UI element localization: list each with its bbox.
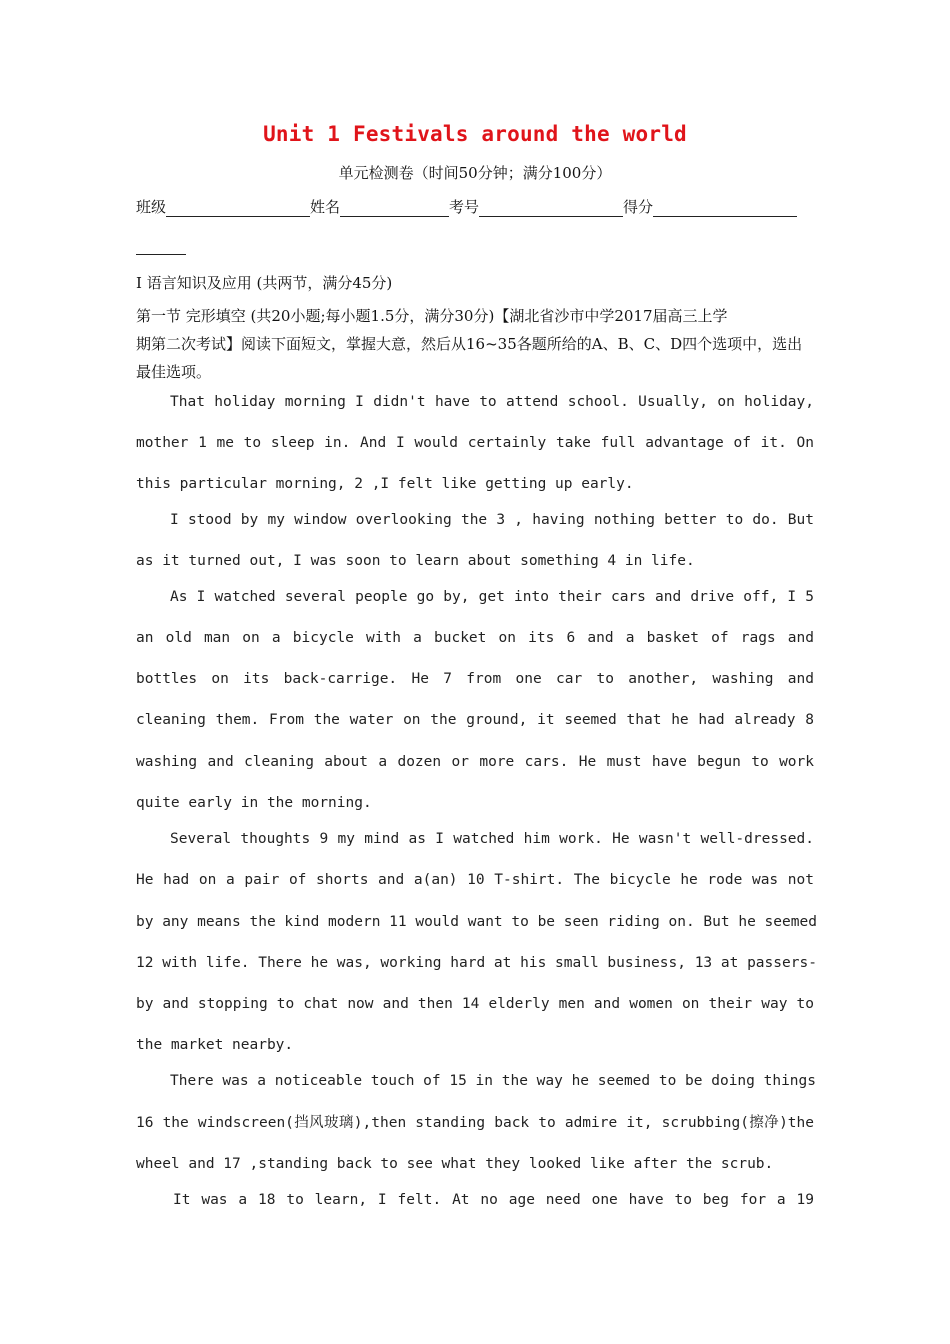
passage-line: quite early in the morning. bbox=[136, 795, 372, 811]
passage-line: bottles on its back-carrige. He 7 from one car to another, washing and bbox=[136, 671, 814, 687]
score-blank bbox=[653, 200, 797, 217]
passage-line: cleaning them. From the water on the ground, it seemed that he had already 8 bbox=[136, 712, 814, 728]
class-blank bbox=[166, 200, 310, 217]
passage-line: as it turned out, I was soon to learn about something 4 in life. bbox=[136, 553, 695, 569]
score-blank-continued bbox=[136, 254, 186, 255]
passage-line: washing and cleaning about a dozen or more cars. He must have begun to work bbox=[136, 754, 814, 770]
name-blank bbox=[340, 200, 449, 217]
number-blank bbox=[479, 200, 623, 217]
passage-line: Several thoughts 9 my mind as I watched him work. He wasn't well-dressed. bbox=[170, 831, 814, 847]
passage-line: mother 1 me to sleep in. And I would certainly take full advantage of it. On bbox=[136, 435, 814, 451]
instruction-line: 最佳选项。 bbox=[136, 363, 212, 381]
passage-line: this particular morning, 2 ,I felt like getting up early. bbox=[136, 476, 634, 492]
passage-line: wheel and 17 ,standing back to see what they looked like after the scrub. bbox=[136, 1156, 774, 1172]
number-label: 考号 bbox=[449, 198, 480, 216]
student-info-row bbox=[136, 196, 816, 217]
passage-line: the market nearby. bbox=[136, 1037, 294, 1053]
passage-line: by and stopping to chat now and then 14 elderly men and women on their way to bbox=[136, 996, 814, 1012]
name-label: 姓名 bbox=[310, 198, 341, 216]
class-label: 班级 bbox=[136, 198, 167, 216]
passage-line: He had on a pair of shorts and a(an) 10 T-shirt. The bicycle he rode was not bbox=[136, 872, 814, 888]
passage-line: 12 with life. There he was, working hard at his small business, 13 at passers- bbox=[136, 955, 817, 971]
page-title: Unit 1 Festivals around the world bbox=[263, 122, 687, 146]
score-label: 得分 bbox=[623, 198, 654, 216]
section-heading: I 语言知识及应用 (共两节，满分45分) bbox=[136, 274, 393, 292]
passage-line: There was a noticeable touch of 15 in the way he seemed to be doing things bbox=[170, 1073, 817, 1089]
passage-line: That holiday morning I didn't have to attend school. Usually, on holiday, bbox=[170, 394, 814, 410]
passage-line: It was a 18 to learn, I felt. At no age need one have to beg for a 19 bbox=[173, 1192, 814, 1208]
instruction-line: 第一节 完形填空 (共20小题;每小题1.5分，满分30分)【湖北省沙市中学2017届高三上学 bbox=[136, 307, 728, 325]
passage-line: an old man on a bicycle with a bucket on its 6 and a basket of rags and bbox=[136, 630, 814, 646]
passage-line: 16 the windscreen(挡风玻璃),then standing back to admire it, scrubbing(擦净)the bbox=[136, 1115, 814, 1131]
page-subtitle: 单元检测卷（时间50分钟；满分100分） bbox=[338, 164, 612, 182]
passage-line: I stood by my window overlooking the 3 , having nothing better to do. But bbox=[170, 512, 814, 528]
passage-line: As I watched several people go by, get into their cars and drive off, I 5 bbox=[170, 589, 814, 605]
passage-line: by any means the kind modern 11 would want to be seen riding on. But he seemed bbox=[136, 914, 817, 930]
instruction-line: 期第二次考试】阅读下面短文，掌握大意，然后从16~35各题所给的A、B、C、D四个选项中，选出 bbox=[136, 335, 803, 353]
